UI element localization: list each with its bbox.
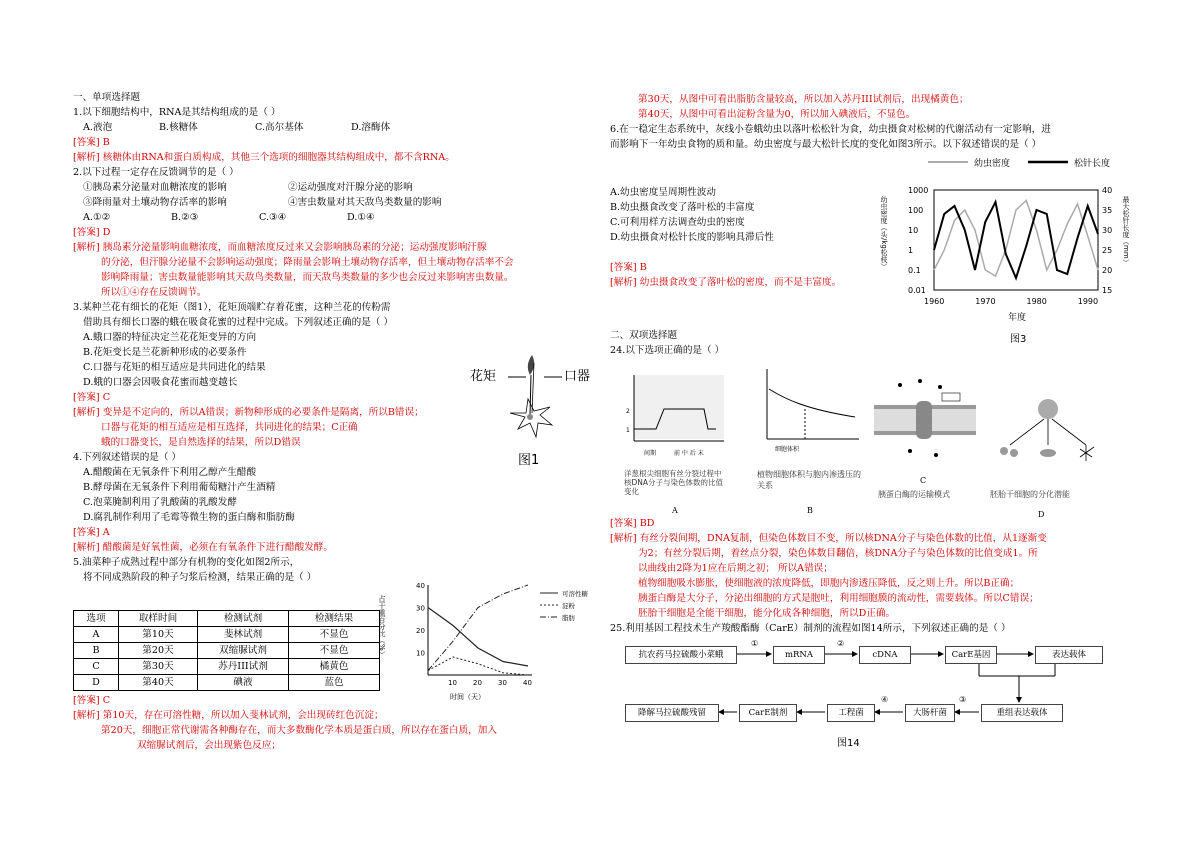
series-line-0 — [428, 608, 528, 667]
q24-analysis-6: 胚胎干细胞是全能干细胞，能分化成各种细胞，所以D正确。 — [638, 608, 896, 619]
figure1-label-spur: 花矩 — [470, 369, 497, 384]
x-tick-label: 30 — [498, 679, 507, 687]
panel-c — [870, 365, 980, 515]
q2-option-d[interactable]: D.①④ — [347, 212, 375, 223]
flow-step-1: ① — [751, 639, 759, 648]
left-tick-label: 1 — [908, 246, 914, 255]
left-tick-label: 0.01 — [908, 286, 926, 295]
panel-c-caption: 胰蛋白酶的运输模式 — [878, 490, 950, 499]
table-cell: 不显色 — [289, 643, 380, 659]
q6-stem-2: 而影响下一年幼虫食物的质和量。幼虫密度与最大松针长度的变化如图3所示。以下叙述错误的是（ ） — [610, 139, 1042, 150]
q1-option-a[interactable]: A.液泡 — [83, 122, 113, 133]
y-tick-label: 30 — [416, 604, 425, 613]
y-axis-label: 占干重百分比（%） — [378, 595, 386, 658]
q1-options — [73, 120, 593, 135]
q5-stem-2: 将不同成熟阶段的种子匀浆后检测，结果正确的是（ ） — [83, 572, 317, 583]
q3-stem-2: 借助具有细长口器的蛾在吸食花蜜的过程中完成。下列叙述正确的是（ ） — [83, 317, 394, 328]
panel-b-letter: B — [807, 506, 813, 515]
flow-box-ecoli: 大肠杆菌 — [905, 704, 955, 722]
q3-answer: [答案] C — [73, 392, 111, 403]
flow-box-recombinant-vector: 重组表达载体 — [981, 704, 1063, 722]
legend-label-0: 可溶性糖 — [562, 590, 588, 598]
x-axis-label: 时间（天） — [450, 693, 485, 701]
q2-item-4: ④害虫数量对其天敌鸟类数量的影响 — [288, 197, 442, 208]
q5-analysis-3: 双缩脲试剂后，会出现紫色反应； — [137, 740, 281, 751]
q4-stem: 4.下列叙述错误的是（ ） — [73, 452, 182, 463]
table-header-cell: 取样时间 — [119, 611, 198, 627]
q24-analysis-5: 胰蛋白酶是大分子，分泌出细胞的方式是胞吐，利用细胞膜的流动性，需要载体。所以C错误； — [638, 593, 1039, 604]
q3-analysis-1: [解析] 变异是不定向的，所以A错误；新物种形成的必要条件是隔离，所以B错误； — [73, 407, 424, 418]
legend-label-density: 幼虫密度 — [974, 159, 1011, 169]
q4-analysis: [解析] 醋酸菌是好氧性菌，必须在有氧条件下进行醋酸发酵。 — [73, 542, 333, 553]
panel-d — [988, 365, 1108, 519]
q1-option-b[interactable]: B.核糖体 — [159, 122, 198, 133]
flow-box-degrade: 降解马拉硫酸残留 — [625, 704, 719, 722]
flow-box-mrna: mRNA — [773, 646, 825, 664]
q2-analysis-3: 影响降雨量；害虫数量能影响其天敌鸟类数量，而天敌鸟类数量的多少也会反过来影响害虫数量。 — [101, 272, 514, 283]
q4-option-b[interactable]: B.酵母菌在无氧条件下利用葡萄糖汁产生酒精 — [83, 482, 276, 493]
svg-text:2: 2 — [626, 408, 630, 415]
table-row — [74, 675, 380, 691]
q24-analysis-3: 以曲线由2降为1应在后期之初； 所以A错误； — [638, 563, 833, 574]
q2-option-b[interactable]: B.②③ — [171, 212, 199, 223]
table-header-cell: 检测试剂 — [198, 611, 289, 627]
figure3-caption: 图3 — [1010, 334, 1027, 345]
panel-b-graph — [755, 365, 865, 465]
q2-item-2: ②运动强度对汗腺分泌的影响 — [288, 182, 413, 193]
left-tick-label: 10 — [908, 226, 919, 235]
series-line-2 — [428, 585, 528, 671]
q3-option-b[interactable]: B.花矩变长是兰花新种形成的必要条件 — [83, 347, 247, 358]
section2-title: 二、双项选择题 — [610, 330, 678, 341]
figure2-svg — [368, 575, 598, 705]
q3-stem-1: 3.某种兰花有细长的花矩（图1），花矩顶端贮存着花蜜，这种兰花的传粉需 — [73, 302, 391, 313]
flow-box-cdna: cDNA — [859, 646, 911, 664]
left-tick-label: 100 — [908, 206, 924, 215]
q5-stem-1: 5.油菜种子成熟过程中部分有机物的变化如图2所示， — [73, 557, 300, 568]
y-tick-label: 20 — [416, 627, 425, 635]
x-tick-label: 10 — [448, 679, 457, 687]
q25-stem: 25.利用基因工程技术生产羧酸酯酶（CarE）制剂的流程如图14所示，下列叙述正确的是（ ） — [610, 623, 1011, 634]
q2-item-1: ①胰岛素分泌量对血糖浓度的影响 — [83, 182, 227, 193]
panel-c-letter: C — [920, 476, 927, 485]
flow-box-source-insect: 抗农药马拉硫酸小菜蛾 — [625, 646, 737, 664]
figure3-svg — [878, 150, 1138, 345]
right-tick-label: 15 — [1102, 286, 1113, 295]
panel-b — [755, 365, 865, 515]
table-cell: 苏丹III试剂 — [198, 659, 289, 675]
q6-option-d[interactable]: D.幼虫摄食对松针长度的影响具滞后性 — [610, 232, 774, 243]
q1-analysis: [解析] 核糖体由RNA和蛋白质构成，其他三个选项的细胞器其结构组成中，都不含RNA。 — [73, 152, 455, 163]
flow-step-2: ② — [837, 639, 845, 648]
table-row — [74, 643, 380, 659]
figure1-orchid — [470, 355, 600, 475]
right-axis-label: 最大松针长度（mm） — [1122, 196, 1130, 266]
q2-items-row1 — [73, 180, 593, 195]
q2-analysis-1: [解析] 胰岛素分泌量影响血糖浓度，而血糖浓度反过来又会影响胰岛素的分泌；运动强度影响汗腺 — [73, 242, 487, 253]
q6-option-a[interactable]: A.幼虫密度呈周期性波动 — [610, 187, 716, 198]
q2-option-a[interactable]: A.①② — [83, 212, 111, 223]
flow-step-3: ③ — [959, 695, 967, 704]
q5-analysis-5: 第40天，从图中可看出淀粉含量为0，所以加入碘液后，不显色。 — [638, 109, 916, 120]
x-tick-label: 20 — [473, 679, 482, 687]
q3-option-a[interactable]: A.蛾口器的特征决定兰花花矩变异的方向 — [83, 332, 257, 343]
legend-label-1: 淀粉 — [562, 602, 575, 610]
table-cell: 第20天 — [119, 643, 198, 659]
q4-option-a[interactable]: A.醋酸菌在无氧条件下利用乙醇产生醋酸 — [83, 467, 257, 478]
x-tick-label: 40 — [523, 679, 532, 687]
q2-stem: 2.以下过程一定存在反馈调节的是（ ） — [73, 167, 239, 178]
q24-stem: 24.以下选项正确的是（ ） — [610, 345, 725, 356]
q2-options — [73, 210, 593, 225]
q5-result-table — [73, 610, 380, 691]
right-tick-label: 20 — [1102, 266, 1113, 275]
figure3-chart — [878, 150, 1138, 345]
table-header-cell: 检测结果 — [289, 611, 380, 627]
table-cell: 第10天 — [119, 627, 198, 643]
x-tick-label: 1980 — [1026, 297, 1047, 306]
table-cell: B — [74, 643, 119, 659]
right-tick-label: 40 — [1102, 186, 1113, 195]
svg-text:1: 1 — [626, 427, 630, 434]
q24-answer-block — [610, 516, 1130, 636]
left-column — [73, 90, 593, 585]
q6-option-c[interactable]: C.可利用样方法调查幼虫的密度 — [610, 217, 745, 228]
q5-analysis-1: [解析] 第10天，存在可溶性糖，所以加入斐林试剂，会出现砖红色沉淀； — [73, 710, 384, 721]
x-axis-label: 年度 — [1008, 313, 1027, 323]
figure1-caption: 图1 — [518, 453, 540, 468]
q24-analysis-2: 为2；有丝分裂后期，着丝点分裂，染色体数目翻倍，核DNA分子与染色体数的比值变成1。所 — [638, 548, 1038, 559]
panel-a-graph — [620, 365, 730, 465]
table-cell: D — [74, 675, 119, 691]
q5-answer: [答案] C — [73, 695, 111, 706]
y-tick-label: 40 — [416, 582, 425, 590]
spacer — [610, 245, 910, 260]
q3-analysis-2: 口器与花矩的相互适应是相互选择，共同进化的结果；C正确 — [101, 422, 358, 433]
q2-option-c[interactable]: C.③④ — [259, 212, 287, 223]
right-tick-label: 35 — [1102, 206, 1113, 215]
q2-items-row2 — [73, 195, 593, 210]
svg-text:间期: 间期 — [644, 450, 657, 457]
figure1-label-mouthpart: 口器 — [564, 369, 591, 384]
q3-option-d[interactable]: D.蛾的口器会因吸食花蜜而越变越长 — [83, 377, 238, 388]
q6-stem-1: 6.在一稳定生态系统中，灰线小卷蛾幼虫以落叶松松针为食，幼虫摄食对松树的代谢活动有一定影响，进 — [610, 124, 1051, 135]
table-cell: 第30天 — [119, 659, 198, 675]
q3-analysis-3: 蛾的口器变长，是自然选择的结果，所以D错误 — [101, 437, 301, 448]
table-cell: 不显色 — [289, 627, 380, 643]
q2-analysis-4: 所以①④存在反馈调节。 — [101, 287, 207, 298]
series-line-density — [934, 200, 1098, 276]
q6-options-block — [610, 185, 910, 290]
panel-d-cells — [988, 365, 1108, 465]
q2-item-3: ③降雨量对土壤动物存活率的影响 — [83, 197, 227, 208]
q25-flowchart — [625, 640, 1125, 755]
q3-option-c[interactable]: C.口器与花矩的相互适应是共同进化的结果 — [83, 362, 266, 373]
left-tick-label: 0.1 — [908, 266, 921, 275]
q2-answer: [答案] D — [73, 227, 111, 238]
flow-box-care-gene: CarE基因 — [945, 646, 997, 664]
table-cell: 橘黄色 — [289, 659, 380, 675]
flow-box-expression-vector: 表达载体 — [1035, 646, 1103, 664]
panel-d-caption: 胚胎干细胞的分化潜能 — [990, 490, 1070, 499]
q1-answer: [答案] B — [73, 137, 110, 148]
x-tick-label: 1960 — [924, 297, 945, 306]
flow-step-4: ④ — [881, 695, 889, 704]
x-tick-label: 1970 — [975, 297, 996, 306]
panel-a-letter: A — [672, 506, 678, 515]
flow-box-care-preparation: CarE制剂 — [739, 704, 797, 722]
q4-option-d[interactable]: D.腐乳制作利用了毛霉等微生物的蛋白酶和脂肪酶 — [83, 512, 295, 523]
legend-label-2: 脂肪 — [562, 614, 575, 622]
table-row — [74, 627, 380, 643]
section1-title: 一、单项选择题 — [73, 92, 141, 103]
legend-label-needle: 松针长度 — [1074, 159, 1111, 169]
section2-block — [610, 328, 1130, 358]
q1-option-d[interactable]: D.溶酶体 — [351, 122, 391, 133]
table-cell: 蓝色 — [289, 675, 380, 691]
q24-panels — [620, 365, 1120, 519]
q6-analysis: [解析] 幼虫摄食改变了落叶松的密度，而不是丰富度。 — [610, 277, 842, 288]
svg-text:前 中 后 末: 前 中 后 末 — [674, 450, 704, 457]
q6-answer: [答案] B — [610, 262, 647, 273]
panel-d-letter: D — [1038, 510, 1045, 519]
left-tick-label: 1000 — [908, 186, 929, 195]
figure14-caption: 图14 — [837, 738, 860, 749]
q6-option-b[interactable]: B.幼虫摄食改变了落叶松的丰富度 — [610, 202, 755, 213]
panel-b-caption: 植物细胞体积与胞内渗透压的关系 — [757, 470, 861, 490]
q5-analysis-4: 第30天，从图中可看出脂肪含量较高，所以加入苏丹III试剂后，出现橘黄色； — [638, 94, 969, 105]
series-line-1 — [428, 657, 528, 675]
table-cell: 斐林试剂 — [198, 627, 289, 643]
q24-analysis-4: 植物细胞吸水膨胀，使细胞液的浓度降低，即胞内渗透压降低，反之则上升。所以B正确； — [638, 578, 1020, 589]
q24-analysis-1: [解析] 有丝分裂间期，DNA复制，但染色体数目不变，所以核DNA分子与染色体数的比值，从1逐渐变 — [610, 533, 1047, 544]
q5-analysis-2: 第20天，细胞正常代谢需各种酶存在，而大多数酶化学本质是蛋白质，所以存在蛋白质，加入 — [101, 725, 497, 736]
table-cell: 第40天 — [119, 675, 198, 691]
table-header-row — [74, 611, 380, 627]
right-column — [610, 92, 1130, 152]
table-cell: 双缩脲试剂 — [198, 643, 289, 659]
panel-a — [620, 365, 730, 515]
table-cell: A — [74, 627, 119, 643]
right-tick-label: 30 — [1102, 226, 1113, 235]
table-cell: C — [74, 659, 119, 675]
flow-box-engineered-bacteria: 工程菌 — [827, 704, 875, 722]
svg-text:细胞体积: 细胞体积 — [775, 446, 800, 453]
panel-c-membrane — [870, 365, 980, 465]
table-row — [74, 659, 380, 675]
q1-stem: 1.以下细胞结构中，RNA是其结构组成的是（ ） — [73, 107, 281, 118]
q4-option-c[interactable]: C.泡菜腌制利用了乳酸菌的乳酸发酵 — [83, 497, 237, 508]
right-tick-label: 25 — [1102, 246, 1113, 255]
panel-a-caption: 洋葱根尖细胞有丝分裂过程中核DNA分子与染色体数的比值变化 — [624, 469, 724, 496]
left-axis-label: 幼虫密度（头/kg松枝） — [880, 196, 888, 270]
y-tick-label: 10 — [416, 649, 425, 658]
q2-analysis-2: 的分泌，但汗腺分泌量不会影响运动强度；降雨量会影响土壤动物存活率，但土壤动物存活率不会 — [101, 257, 514, 268]
q4-answer: [答案] A — [73, 527, 110, 538]
table-header-cell: 选项 — [74, 611, 119, 627]
x-tick-label: 1990 — [1077, 297, 1099, 306]
table-cell: 碘液 — [198, 675, 289, 691]
figure2-chart — [368, 575, 598, 705]
q24-answer: [答案] BD — [610, 518, 655, 529]
q1-option-c[interactable]: C.高尔基体 — [255, 122, 304, 133]
